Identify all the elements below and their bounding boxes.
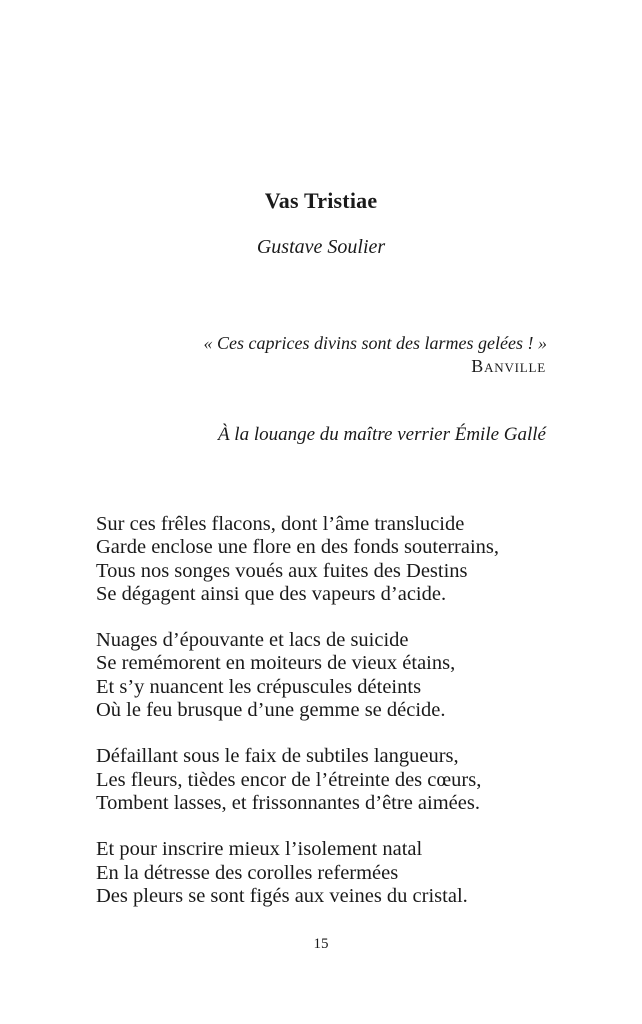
poem-line: Et pour inscrire mieux l’isolement natal bbox=[96, 838, 423, 861]
poem-line: Où le feu brusque d’une gemme se décide. bbox=[96, 699, 446, 722]
page-number: 15 bbox=[313, 936, 329, 952]
poem-line: Les fleurs, tièdes encor de l’étreinte des cœurs, bbox=[96, 768, 482, 791]
stanza bbox=[96, 838, 566, 908]
poem-line: Des pleurs se sont figés aux veines du cristal. bbox=[96, 884, 468, 907]
poem-line: Se dégagent ainsi que des vapeurs d’acide. bbox=[96, 582, 447, 605]
poem-line: Et s’y nuancent les crépuscules déteints bbox=[96, 675, 422, 698]
epigraph-quote: « Ces caprices divins sont des larmes gelées ! » bbox=[203, 333, 547, 353]
poem-line: Se remémorent en moiteurs de vieux étains, bbox=[96, 652, 456, 675]
stanza bbox=[96, 745, 566, 815]
poem-title: Vas Tristiae bbox=[264, 188, 378, 213]
poem-line: Tous nos songes voués aux fuites des Destins bbox=[96, 559, 468, 582]
epigraph-source: Banville bbox=[471, 356, 546, 376]
poem-line: Garde enclose une flore en des fonds souterrains, bbox=[96, 536, 500, 559]
stanza bbox=[96, 629, 566, 722]
stanza bbox=[96, 513, 566, 606]
poem-line: Sur ces frêles flacons, dont l’âme translucide bbox=[96, 513, 465, 535]
poem-author: Gustave Soulier bbox=[256, 236, 386, 258]
poem-line: Défaillant sous le faix de subtiles langueurs, bbox=[96, 745, 459, 768]
poem-line: En la détresse des corolles refermées bbox=[96, 861, 399, 884]
poem-line: Tombent lasses, et frissonnantes d’être aimées. bbox=[96, 791, 480, 814]
poem-body bbox=[96, 513, 566, 931]
dedication: À la louange du maître verrier Émile Gallé bbox=[217, 424, 546, 445]
poem-line: Nuages d’épouvante et lacs de suicide bbox=[96, 629, 409, 652]
